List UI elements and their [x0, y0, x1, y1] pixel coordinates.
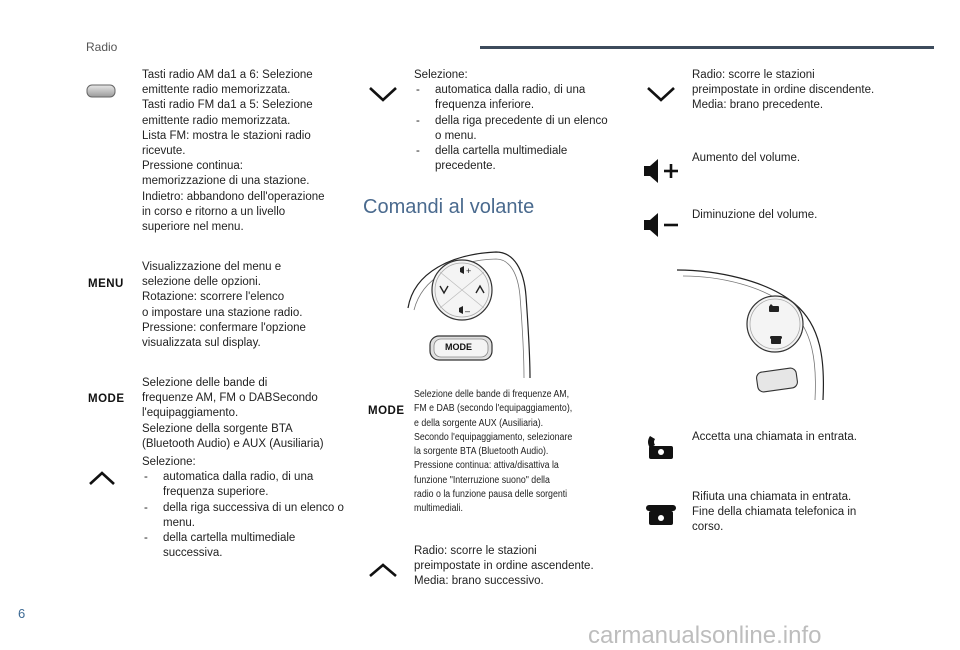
section-title: Comandi al volante: [363, 196, 535, 218]
header-divider: [480, 46, 934, 49]
volume-down-icon: [642, 210, 682, 240]
wheel-mode-label: MODE: [445, 342, 472, 352]
menu-description: Visualizzazione del menu e selezione delle opzioni. Rotazione: scorrere l'elenco o impostare una stazione radio. Pressione: confermare l'opzione visualizzata sul display.: [142, 261, 306, 350]
mode-button-label: MODE: [88, 393, 125, 405]
wheel-down-description: Radio: scorre le stazioni preimpostate in ordine discendente. Media: brano precedente.: [692, 69, 875, 112]
chevron-up-icon: [88, 470, 116, 486]
reject-call-description: Rifiuta una chiamata in entrata. Fine della chiamata telefonica in corso.: [692, 491, 857, 534]
page-number: 6: [18, 606, 26, 621]
menu-button-label: MENU: [88, 278, 124, 290]
watermark: carmanualsonline.info: [588, 622, 822, 649]
up-selection-description: Selezione: - automatica dalla radio, di una frequenza superiore. - della riga successiva di un elenco o menu. - della cartella multimediale successiva.: [142, 455, 352, 561]
chevron-down-icon: [368, 86, 398, 102]
wheel-up-description: Radio: scorre le stazioni preimpostate in ordine ascendente. Media: brano successivo.: [414, 545, 594, 588]
chevron-down-icon-wheel: [646, 86, 676, 102]
svg-text:–: –: [465, 306, 471, 316]
volume-up-icon: [642, 156, 682, 186]
mode-description: Selezione delle bande di frequenze AM, FM o DABSecondo l'equipaggiamento. Selezione della sorgente BTA (Bluetooth Audio) e AUX (Ausiliaria): [142, 377, 324, 450]
volume-up-description: Aumento del volume.: [692, 152, 801, 164]
mode-button-label-wheel: MODE: [368, 405, 405, 417]
wheel-mode-description: Selezione delle bande di frequenze AM, FM e DAB (secondo l'equipaggiamento), e della sorgente AUX (Ausiliaria). Secondo l'equipaggiamento, selezionare la sorgente BTA (Bluetooth Audio). Pressione continua: attiva/disattiva la funzione "Interruzione suono" della radio o la funzione pausa delle sorgenti multimediali.: [414, 389, 573, 515]
accept-call-description: Accetta una chiamata in entrata.: [692, 431, 857, 443]
preset-button-icon: [86, 84, 116, 98]
steering-wheel-left-controls-illustration: [400, 238, 540, 380]
chevron-up-icon-wheel: [368, 562, 398, 578]
down-selection-description: Selezione: - automatica dalla radio, di una frequenza inferiore. - della riga precedente di un elenco o menu. - della cartella multimediale precedente.: [414, 68, 614, 174]
accept-call-icon: [644, 432, 678, 462]
steering-wheel-right-controls-illustration: [675, 264, 835, 402]
svg-text:+: +: [466, 266, 472, 276]
header-title: Radio: [86, 40, 118, 54]
volume-down-description: Diminuzione del volume.: [692, 209, 818, 221]
reject-call-icon: [644, 502, 678, 528]
preset-description: Tasti radio AM da1 a 6: Selezione emittente radio memorizzata. Tasti radio FM da1 a 5: Selezione emittente radio memorizzata. Lista FM: mostra le stazioni radio ricevute. Pressione continua: memorizzazione di una stazione. Indietro: abbandono dell'operazione in corso e ritorno a un livello superiore nel menu.: [142, 69, 325, 234]
